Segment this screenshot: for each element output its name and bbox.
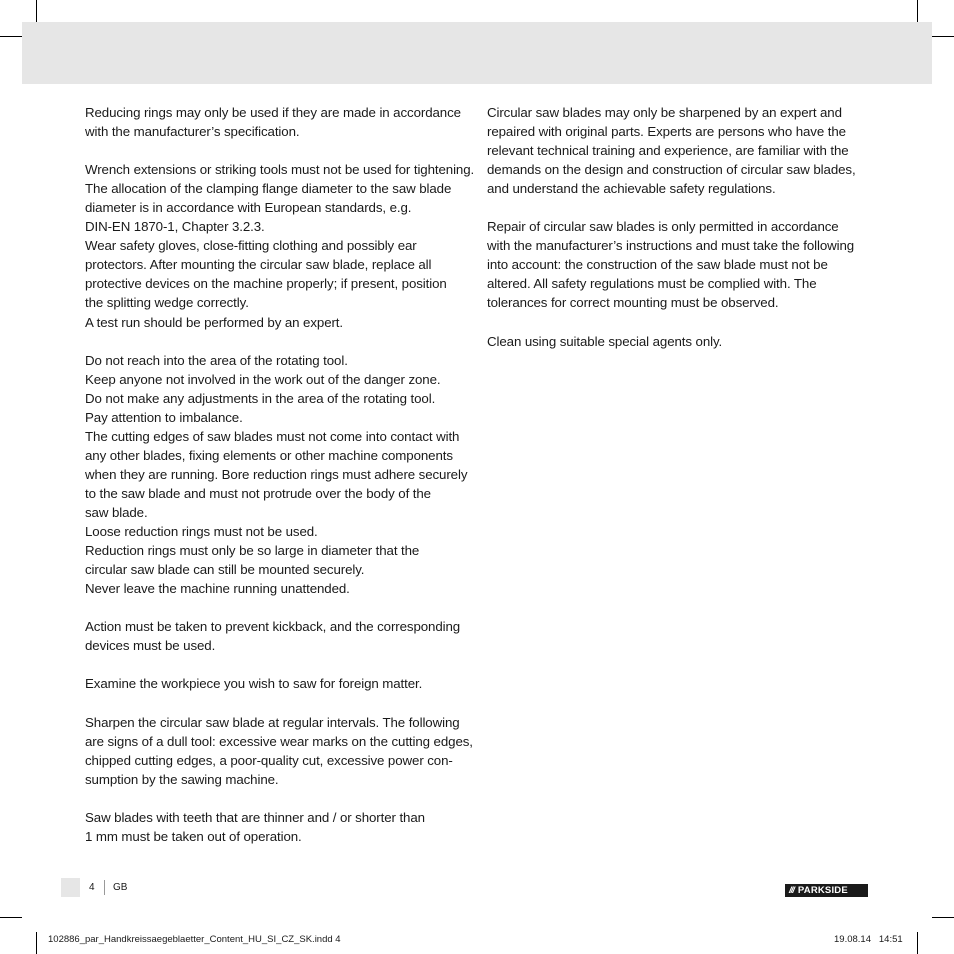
text-line: DIN-EN 1870-1, Chapter 3.2.3. — [85, 219, 265, 235]
paragraph-gap — [487, 198, 872, 217]
text-line: into account: the construction of the saw blade must not be — [487, 257, 828, 273]
text-line: chipped cutting edges, a poor-quality cut, excessive power con- — [85, 752, 453, 768]
text-line: with the manufacturer’s specification. — [85, 124, 300, 140]
text-line: to the saw blade and must not protrude over the body of the — [85, 485, 431, 501]
text-line: Pay attention to imbalance. — [85, 409, 243, 425]
paragraph-gap — [85, 332, 470, 351]
page-number: 4 — [89, 882, 95, 893]
text-line: devices must be used. — [85, 638, 216, 654]
text-line: Keep anyone not involved in the work out of the danger zone. — [85, 371, 441, 387]
text-line: the splitting wedge correctly. — [85, 295, 249, 311]
text-line: and understand the achievable safety regulations. — [487, 181, 776, 197]
text-line: altered. All safety regulations must be complied with. The — [487, 276, 817, 292]
text-line: Saw blades with teeth that are thinner and / or shorter than — [85, 809, 425, 825]
paragraph-gap — [85, 693, 470, 712]
text-line: saw blade. — [85, 504, 148, 520]
text-line: diameter is in accordance with European standards, e.g. — [85, 200, 412, 216]
paragraph-gap — [85, 655, 470, 674]
text-line: Action must be taken to prevent kickback, and the corresponding — [85, 619, 461, 635]
text-line: repaired with original parts. Experts are persons who have the — [487, 124, 846, 140]
text-line: Loose reduction rings must not be used. — [85, 524, 318, 540]
text-line: Wear safety gloves, close-fitting clothing and possibly ear — [85, 238, 417, 254]
parkside-logo — [785, 884, 868, 897]
text-line: when they are running. Bore reduction rings must adhere securely — [85, 466, 468, 482]
brand-slashes: /// — [789, 885, 794, 896]
crop-mark — [932, 917, 954, 918]
text-line: any other blades, fixing elements or other machine components — [85, 447, 453, 463]
text-line: tolerances for correct mounting must be observed. — [487, 295, 779, 311]
text-line: The cutting edges of saw blades must not come into contact with — [85, 428, 460, 444]
text-line: Never leave the machine running unattended. — [85, 581, 350, 597]
paragraph-gap — [85, 789, 470, 808]
paragraph-gap — [85, 598, 470, 617]
text-line: are signs of a dull tool: excessive wear marks on the cutting edges, — [85, 733, 473, 749]
text-line: sumption by the sawing machine. — [85, 771, 279, 787]
text-line: 1 mm must be taken out of operation. — [85, 828, 302, 844]
text-line: Do not reach into the area of the rotating tool. — [85, 352, 348, 368]
crop-mark — [917, 932, 918, 954]
text-line: The allocation of the clamping flange diameter to the saw blade — [85, 181, 452, 197]
footer-divider — [104, 880, 105, 895]
text-line: demands on the design and construction of circular saw blades, — [487, 162, 856, 178]
text-line: Reducing rings may only be used if they are made in accordance — [85, 105, 461, 120]
text-line: relevant technical training and experience, are familiar with the — [487, 143, 849, 159]
brand-name: PARKSIDE — [797, 885, 848, 896]
text-line: circular saw blade can still be mounted securely. — [85, 562, 365, 578]
text-line: with the manufacturer’s instructions and must take the following — [487, 238, 855, 254]
crop-mark — [36, 0, 37, 22]
text-line: Sharpen the circular saw blade at regular intervals. The following — [85, 714, 460, 730]
paragraph-gap — [85, 141, 470, 160]
text-line: Circular saw blades may only be sharpened by an expert and — [487, 105, 842, 120]
crop-mark — [917, 0, 918, 22]
text-line: Do not make any adjustments in the area of the rotating tool. — [85, 390, 436, 406]
footer-marker-box — [61, 878, 80, 897]
text-line: Repair of circular saw blades is only permitted in accordance — [487, 219, 839, 235]
header-band — [22, 22, 932, 84]
crop-mark — [932, 36, 954, 37]
left-text-column — [85, 103, 475, 846]
slug-date-time: 19.08.14 14:51 — [834, 934, 903, 945]
text-line: A test run should be performed by an expert. — [85, 314, 343, 330]
crop-mark — [36, 932, 37, 954]
language-code: GB — [113, 882, 128, 893]
slug-file-name: 102886_par_Handkreissaegeblaetter_Content_HU_SI_CZ_SK.indd 4 — [48, 934, 341, 945]
crop-mark — [0, 917, 22, 918]
paragraph-gap — [487, 313, 872, 332]
right-text-column — [487, 103, 872, 351]
text-line: Wrench extensions or striking tools must not be used for tightening. — [85, 162, 475, 178]
text-line: Clean using suitable special agents only. — [487, 333, 723, 349]
crop-mark — [0, 36, 22, 37]
text-line: Examine the workpiece you wish to saw for foreign matter. — [85, 676, 423, 692]
text-line: protectors. After mounting the circular saw blade, replace all — [85, 257, 432, 273]
text-line: Reduction rings must only be so large in diameter that the — [85, 543, 420, 559]
text-line: protective devices on the machine properly; if present, position — [85, 276, 447, 292]
